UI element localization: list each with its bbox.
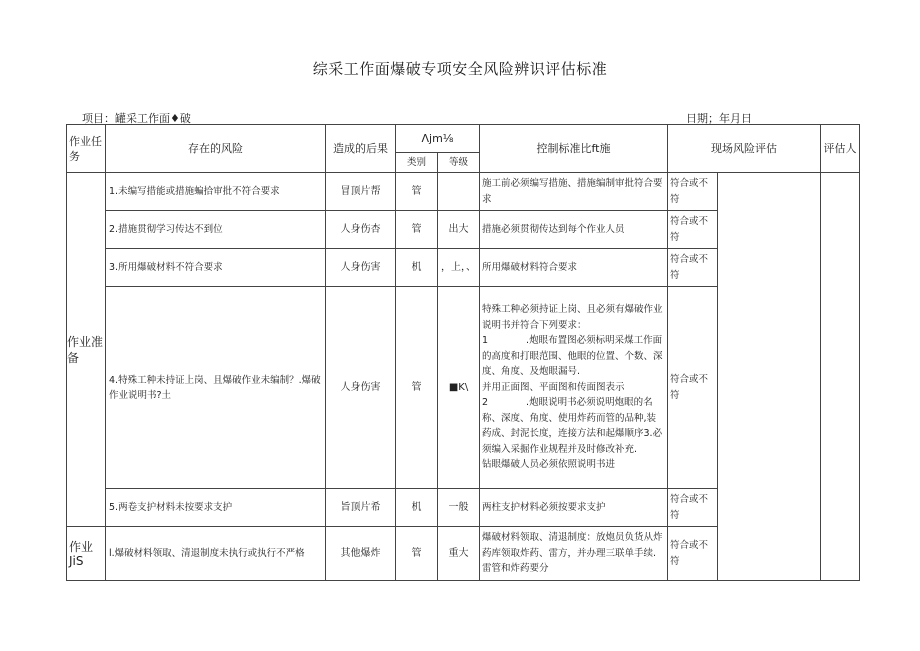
- eval-cell: 符合或不符: [668, 287, 718, 489]
- consequence-cell: 冒顶片帮: [326, 173, 396, 211]
- control-line: 2 .炮眼说明书必须说明炮眼的名称、深度、角度、使用炸药而管的品种,装药成、封泥长度，连接方法和起爆顺序3.必须编入采掘作业规程并及时修改补充.: [482, 397, 663, 455]
- eval-cell: 符合或不符: [668, 489, 718, 527]
- header-level: 等级: [438, 153, 480, 173]
- risk-cell: 3.所用爆破材料不符合要求: [106, 249, 326, 287]
- table-row: [67, 173, 860, 211]
- control-cell: 措施必须贯彻传达到每个作业人员: [480, 211, 668, 249]
- risk-cell: 5.两卷支护材料未按要求支护: [106, 489, 326, 527]
- header-row-1: [67, 125, 860, 153]
- document-title: 综采工作面爆破专项安全风险辨识评估标准: [312, 60, 608, 78]
- consequence-cell: 人身伤害: [326, 249, 396, 287]
- eval-cell: 符合或不符: [668, 173, 718, 211]
- level-cell: ■K\: [438, 287, 480, 489]
- task-cell-second: 作业JiS: [67, 527, 106, 581]
- eval-cell: 符合或不符: [668, 211, 718, 249]
- level-cell: ，上，、: [438, 249, 480, 287]
- category-cell: 管: [396, 173, 438, 211]
- consequence-cell: 其他爆炸: [326, 527, 396, 581]
- risk-cell: 1.未编写措能或措施蝙拾审批不符合要求: [106, 173, 326, 211]
- control-cell: 两柱支护材料必须按要求支护: [480, 489, 668, 527]
- category-cell: 管: [396, 527, 438, 581]
- header-assessor: 评估人: [821, 125, 860, 173]
- level-cell: 重大: [438, 527, 480, 581]
- level-cell: 一般: [438, 489, 480, 527]
- category-cell: 机: [396, 249, 438, 287]
- level-cell: 出大: [438, 211, 480, 249]
- header-task: 作业任务: [67, 125, 106, 173]
- control-cell: 爆破材料领取、清退制度：放炮员负货从炸药库领取炸药、雷方，并办理三联单手续.雷管和炸药要分: [480, 527, 668, 581]
- assessment-blank: [718, 173, 821, 581]
- control-line: 1 .炮眼布置图必须标明采煤工作面的高度和打眼范围、他眼的位置、个数、深度、角度、及炮眼漏号.: [482, 335, 663, 378]
- risk-cell: 4.特殊工种未持证上岗、且爆破作业未编制？.爆破作业说明书?土: [106, 287, 326, 489]
- consequence-cell: 旨顶片希: [326, 489, 396, 527]
- risk-cell: l.爆破材料领取、清退制度未执行或执行不严格: [106, 527, 326, 581]
- level-cell: [438, 173, 480, 211]
- project-label: 项目：: [82, 112, 115, 125]
- header-control: 控制标准比ft施: [480, 125, 668, 173]
- eval-cell: 符合或不符: [668, 527, 718, 581]
- project-value: 罐采工作面♦破: [115, 112, 191, 125]
- category-cell: 机: [396, 489, 438, 527]
- header-consequence: 造成的后果: [326, 125, 396, 173]
- header-category: 类别: [396, 153, 438, 173]
- risk-table: [66, 124, 860, 581]
- header-assessment: 现场风险评估: [668, 125, 821, 173]
- control-cell-detailed: [480, 287, 668, 489]
- assessor-blank: [821, 173, 860, 581]
- consequence-cell: 人身伤害: [326, 287, 396, 489]
- category-cell: 管: [396, 287, 438, 489]
- control-cell: 施工前必须编写措施、措施编制审批符合要求: [480, 173, 668, 211]
- control-line: 并用正面图、平面图和传面图表示: [482, 381, 625, 393]
- control-cell: 所用爆破材料符合要求: [480, 249, 668, 287]
- control-line: 特殊工种必须持证上岗、且必须有爆破作业说明书并符合下列要求：: [482, 304, 663, 331]
- control-line: 钻眼爆破人员必须依照说明书进: [482, 459, 616, 471]
- risk-cell: 2.措施贯彻学习传达不到位: [106, 211, 326, 249]
- header-risk-group: Λjm⅛: [396, 125, 480, 153]
- date-line: 日期；年月日: [686, 112, 752, 125]
- category-cell: 管: [396, 211, 438, 249]
- task-cell-prep: 作业准备: [67, 173, 106, 527]
- eval-cell: 符合或不符: [668, 249, 718, 287]
- header-risk: 存在的风险: [106, 125, 326, 173]
- consequence-cell: 人身伤杏: [326, 211, 396, 249]
